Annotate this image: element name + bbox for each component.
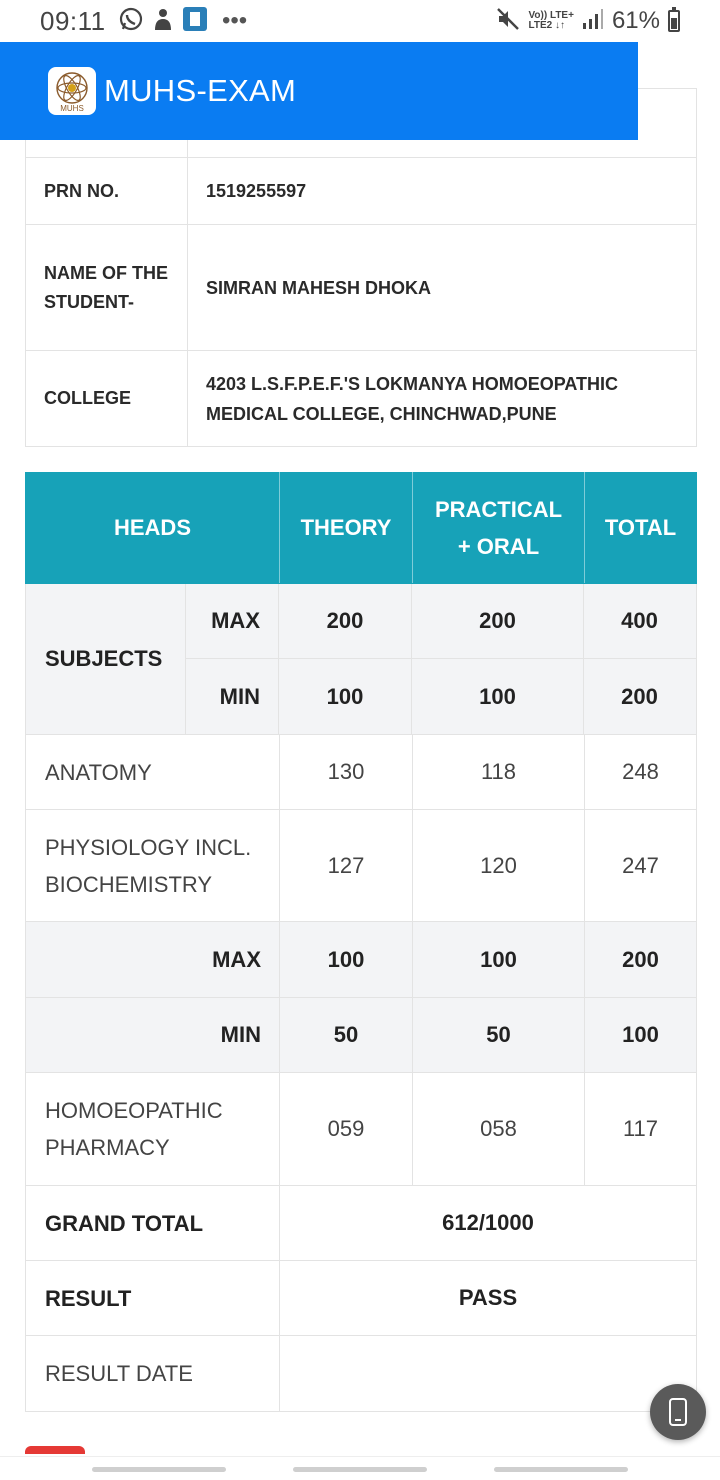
student-info-table bbox=[25, 88, 697, 447]
col-practical: PRACTICAL + ORAL bbox=[412, 472, 584, 583]
navigation-bar bbox=[0, 1456, 720, 1480]
svg-text:MUHS: MUHS bbox=[60, 104, 84, 113]
max-total: 200 bbox=[584, 922, 696, 997]
max-theory: 200 bbox=[278, 584, 411, 658]
network-indicator: Vo)) LTE+ LTE2 ↓↑ bbox=[528, 10, 574, 31]
nav-recents-button[interactable] bbox=[92, 1467, 226, 1472]
min-label: MIN bbox=[220, 1022, 261, 1047]
result-date-row bbox=[25, 1336, 697, 1412]
status-bar bbox=[0, 0, 720, 42]
prn-label: PRN NO. bbox=[26, 158, 188, 224]
battery-percentage: 61% bbox=[611, 7, 660, 34]
min-label: MIN bbox=[219, 683, 260, 709]
subject-name: ANATOMY bbox=[45, 759, 152, 785]
person-icon bbox=[152, 6, 174, 37]
nav-home-button[interactable] bbox=[293, 1467, 427, 1472]
nav-back-button[interactable] bbox=[494, 1467, 628, 1472]
college-value: 4203 L.S.F.P.E.F.'S LOKMANYA HOMOEOPATHIC MEDICAL COLLEGE, CHINCHWAD,PUNE bbox=[206, 373, 619, 424]
prn-value: 1519255597 bbox=[206, 181, 307, 201]
info-row-name bbox=[26, 224, 696, 350]
marks-table bbox=[25, 472, 697, 1412]
info-row-prn bbox=[26, 157, 696, 224]
result-label: RESULT bbox=[45, 1285, 132, 1311]
min-row-2 bbox=[25, 998, 697, 1073]
name-label: NAME OF THE STUDENT- bbox=[26, 225, 188, 350]
subjects-max-min bbox=[25, 584, 697, 735]
subject-name: HOMOEOPATHIC PHARMACY bbox=[45, 1098, 223, 1160]
col-heads: HEADS bbox=[113, 515, 191, 540]
col-theory: THEORY bbox=[279, 472, 412, 583]
grand-total-label: GRAND TOTAL bbox=[45, 1210, 204, 1236]
info-row-college bbox=[26, 350, 696, 446]
status-time: 09:11 bbox=[40, 6, 106, 36]
subjects-label: SUBJECTS bbox=[26, 584, 186, 734]
whatsapp-icon bbox=[118, 6, 144, 37]
max-label: MAX bbox=[212, 946, 261, 972]
result-date-value bbox=[279, 1336, 696, 1411]
grand-total-row bbox=[25, 1186, 697, 1261]
result-row bbox=[25, 1261, 697, 1336]
muhs-logo[interactable] bbox=[48, 67, 96, 115]
max-practical: 100 bbox=[412, 922, 584, 997]
marks-header-row bbox=[25, 472, 697, 584]
min-total: 100 bbox=[584, 998, 696, 1072]
grand-total-value: 612/1000 bbox=[279, 1186, 696, 1260]
name-value: SIMRAN MAHESH DHOKA bbox=[206, 277, 431, 298]
result-value: PASS bbox=[279, 1261, 696, 1335]
subject-row-physiology bbox=[25, 810, 697, 922]
max-theory: 100 bbox=[279, 922, 412, 997]
min-practical: 100 bbox=[411, 659, 583, 734]
min-practical: 50 bbox=[412, 998, 584, 1072]
subject-row-pharmacy bbox=[25, 1073, 697, 1186]
notification-icons bbox=[118, 6, 247, 36]
more-icon: ••• bbox=[222, 7, 248, 34]
subject-row-anatomy bbox=[25, 735, 697, 810]
phone-icon bbox=[669, 1398, 687, 1426]
battery-icon bbox=[668, 10, 680, 32]
app-header bbox=[0, 42, 638, 140]
min-row bbox=[186, 659, 696, 734]
mute-icon bbox=[496, 7, 520, 36]
total-mark: 248 bbox=[584, 735, 696, 809]
total-mark: 117 bbox=[584, 1073, 696, 1185]
max-row-2 bbox=[25, 922, 697, 998]
max-practical: 200 bbox=[411, 584, 583, 658]
min-theory: 100 bbox=[278, 659, 411, 734]
app-icon bbox=[182, 6, 208, 37]
signal-icon bbox=[582, 8, 604, 35]
total-mark: 247 bbox=[584, 810, 696, 921]
min-total: 200 bbox=[583, 659, 695, 734]
college-label: COLLEGE bbox=[26, 351, 188, 446]
practical-mark: 118 bbox=[412, 735, 584, 809]
theory-mark: 059 bbox=[279, 1073, 412, 1185]
max-total: 400 bbox=[583, 584, 695, 658]
app-title: MUHS-EXAM bbox=[104, 73, 297, 108]
floating-phone-button[interactable] bbox=[650, 1384, 706, 1440]
theory-mark: 130 bbox=[279, 735, 412, 809]
result-date-label: RESULT DATE bbox=[45, 1361, 193, 1386]
max-label: MAX bbox=[211, 608, 260, 633]
max-row bbox=[186, 584, 696, 659]
col-total: TOTAL bbox=[584, 472, 696, 583]
system-icons bbox=[496, 6, 680, 36]
min-theory: 50 bbox=[279, 998, 412, 1072]
red-tab-indicator bbox=[25, 1446, 85, 1454]
practical-mark: 120 bbox=[412, 810, 584, 921]
practical-mark: 058 bbox=[412, 1073, 584, 1185]
subject-name: PHYSIOLOGY INCL. BIOCHEMISTRY bbox=[45, 834, 252, 897]
theory-mark: 127 bbox=[279, 810, 412, 921]
